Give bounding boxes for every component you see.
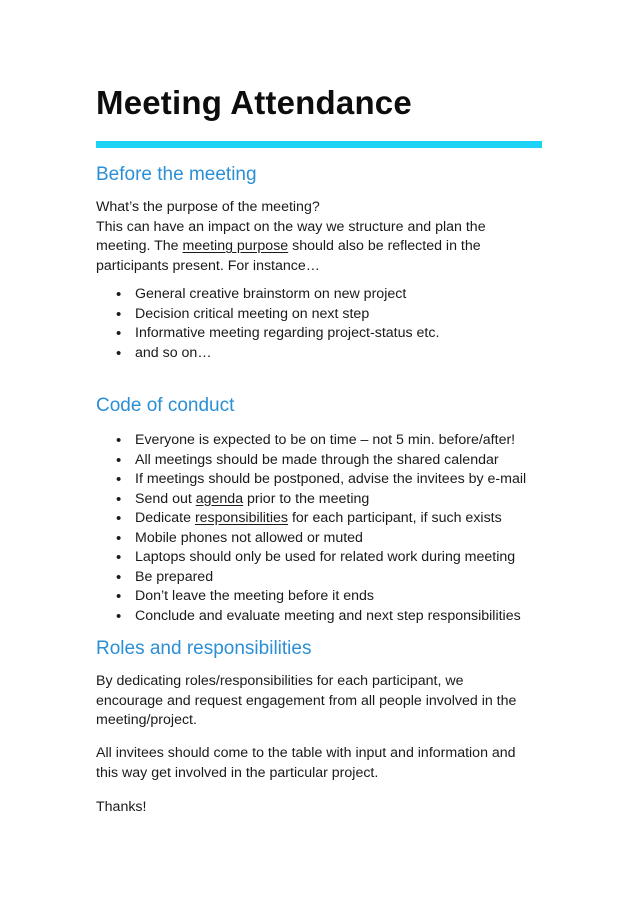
list-item: • Everyone is expected to be on time – not 5 min. before/after!	[116, 431, 526, 451]
list-item: • All meetings should be made through the shared calendar	[116, 451, 526, 471]
before-line-4: participants present. For instance…	[96, 257, 320, 274]
list-item: • Don’t leave the meeting before it ends	[116, 587, 526, 607]
list-item: • Mobile phones not allowed or muted	[116, 529, 526, 549]
heading-roles-and-responsibilities: Roles and responsibilities	[96, 638, 312, 659]
list-item: • Decision critical meeting on next step	[116, 305, 439, 325]
list-item: • Laptops should only be used for related work during meeting	[116, 548, 526, 568]
before-line-1: What’s the purpose of the meeting?	[96, 199, 320, 215]
before-line-2: This can have an impact on the way we structure and plan the	[96, 218, 486, 235]
responsibilities-link[interactable]: responsibilities	[194, 510, 288, 526]
conduct-bullet-list	[116, 431, 526, 626]
roles-paragraph-2: All invitees should come to the table with input and information and this way get involved in the particular project.	[96, 745, 516, 781]
list-item: • Be prepared	[116, 568, 526, 588]
before-bullet-list	[116, 285, 439, 363]
heading-before-the-meeting: Before the meeting	[96, 164, 257, 185]
before-paragraph	[96, 198, 546, 276]
agenda-link[interactable]: agenda	[195, 490, 244, 507]
before-line-3: meeting. The meeting purpose should also be reflected in the	[96, 238, 481, 254]
list-item: • Dedicate responsibilities for each participant, if such exists	[116, 509, 526, 529]
list-item: • and so on…	[116, 344, 439, 364]
title-underline-rule	[96, 141, 542, 148]
heading-code-of-conduct: Code of conduct	[96, 395, 235, 416]
list-item: • Informative meeting regarding project-status etc.	[116, 324, 439, 344]
meeting-purpose-link[interactable]: meeting purpose	[182, 238, 289, 254]
roles-paragraph-1: By dedicating roles/responsibilities for each participant, we encourage and request engagement from all people involved in the meeting/project.	[96, 673, 517, 728]
list-item: • If meetings should be postponed, advise the invitees by e-mail	[116, 470, 526, 490]
list-item: • Conclude and evaluate meeting and next step responsibilities	[116, 607, 526, 627]
thanks-text: Thanks!	[96, 799, 147, 815]
list-item: • Send out agenda prior to the meeting	[116, 490, 526, 510]
document-title: Meeting Attendance	[96, 84, 412, 121]
list-item: • General creative brainstorm on new project	[116, 285, 439, 305]
